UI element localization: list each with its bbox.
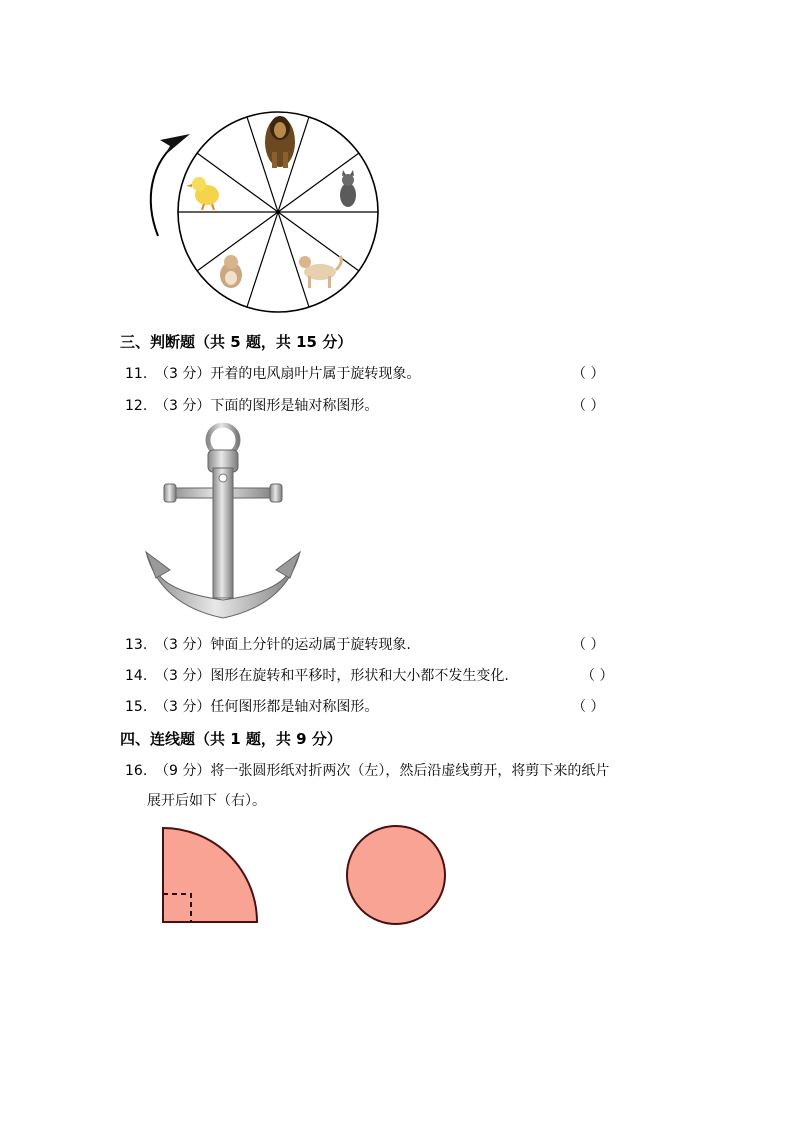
- question-number: 12.: [125, 398, 148, 414]
- folded-quarter-circle: [160, 825, 260, 925]
- unfolded-circle: [344, 823, 448, 927]
- animal-wheel: [140, 100, 400, 325]
- answer-blank-12[interactable]: （ ）: [572, 398, 605, 414]
- arrow-head-icon: [160, 134, 190, 156]
- question-13: [125, 634, 411, 654]
- question-number: 15.: [125, 699, 148, 715]
- question-text: （3 分）图形在旋转和平移时，形状和大小都不发生变化.: [155, 668, 509, 684]
- question-15: [125, 696, 378, 716]
- question-11: [125, 363, 420, 383]
- question-16: [125, 760, 609, 780]
- answer-blank-11[interactable]: （ ）: [572, 366, 605, 382]
- question-12: [125, 395, 378, 415]
- section-judgment-heading: 三、判断题（共 5 题，共 15 分）: [120, 333, 353, 351]
- answer-blank-13[interactable]: （ ）: [572, 637, 605, 653]
- question-text: （3 分）钟面上分针的运动属于旋转现象.: [155, 637, 411, 653]
- question-number: 16.: [125, 763, 148, 779]
- question-text: （3 分）任何图形都是轴对称图形。: [155, 699, 379, 715]
- question-16-line2: 展开后如下（右）。: [147, 793, 266, 809]
- question-number: 11.: [125, 366, 148, 382]
- question-text: （3 分）开着的电风扇叶片属于旋转现象。: [155, 366, 421, 382]
- answer-blank-15[interactable]: （ ）: [572, 699, 605, 715]
- question-number: 13.: [125, 637, 148, 653]
- question-number: 14.: [125, 668, 148, 684]
- question-14: [125, 665, 509, 685]
- anchor-icon: [140, 420, 310, 630]
- cat-icon: [340, 170, 356, 207]
- question-text: （9 分）将一张圆形纸对折两次（左），然后沿虚线剪开，将剪下来的纸片: [155, 763, 610, 779]
- question-text: （3 分）下面的图形是轴对称图形。: [155, 398, 379, 414]
- answer-blank-14[interactable]: （ ）: [581, 668, 614, 684]
- section-matching-heading: 四、连线题（共 1 题，共 9 分）: [120, 730, 342, 748]
